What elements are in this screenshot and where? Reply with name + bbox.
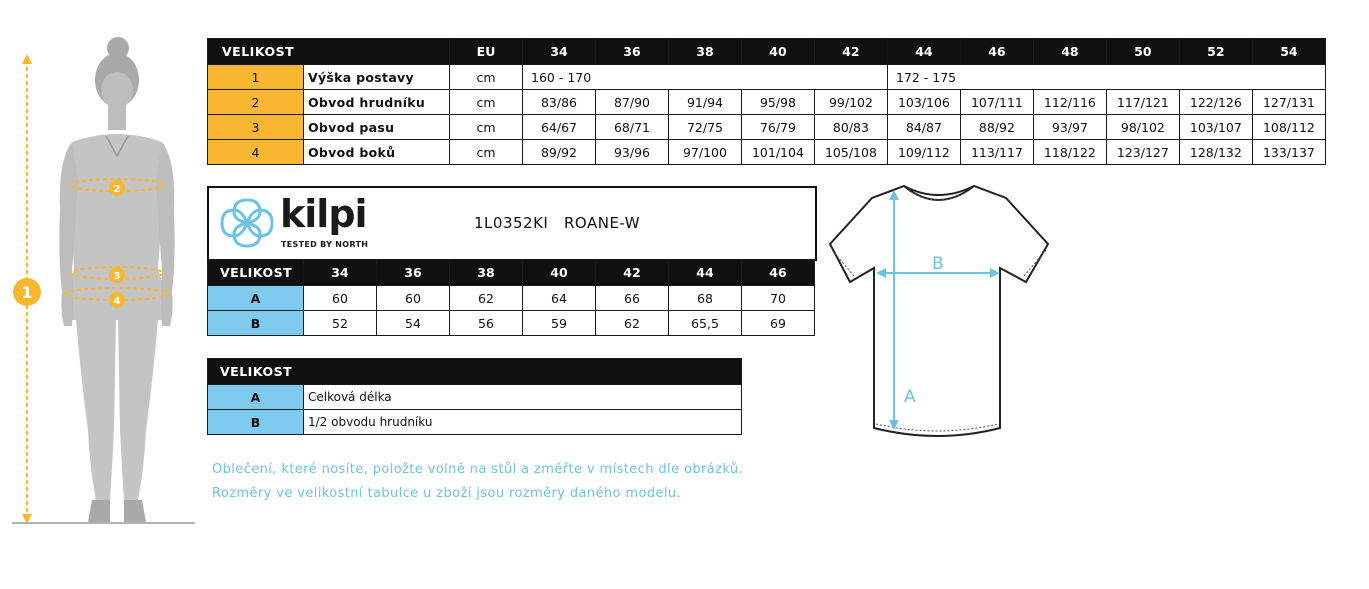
row-label: A: [208, 286, 304, 311]
cell: 128/132: [1179, 140, 1252, 165]
cell: 66: [596, 286, 669, 311]
table-row: [208, 90, 1326, 115]
cell: 89/92: [523, 140, 596, 165]
kilpi-logo-icon: [216, 194, 278, 252]
cell: 87/90: [596, 90, 669, 115]
row-name: Výška postavy: [304, 65, 450, 90]
row-name: Obvod hrudníku: [304, 90, 450, 115]
size-col: 36: [377, 260, 450, 286]
cell: 64: [523, 286, 596, 311]
cell: 103/107: [1179, 115, 1252, 140]
marker-2-label: 2: [113, 184, 121, 195]
size-col: 38: [668, 39, 741, 65]
size-col: 46: [742, 260, 815, 286]
table-row: [208, 311, 815, 336]
product-table-header: [208, 260, 815, 286]
row-label: B: [208, 311, 304, 336]
cell: 117/121: [1106, 90, 1179, 115]
cell: 62: [596, 311, 669, 336]
size-col: 34: [523, 39, 596, 65]
cell: 64/67: [523, 115, 596, 140]
size-col: 42: [596, 260, 669, 286]
height-range-a: 160 - 170: [523, 65, 888, 90]
cell: 69: [742, 311, 815, 336]
cell: 80/83: [814, 115, 887, 140]
cell: 91/94: [668, 90, 741, 115]
measure-b-label: B: [932, 254, 944, 274]
cell: 112/116: [1033, 90, 1106, 115]
cell: 118/122: [1033, 140, 1106, 165]
size-col: 46: [960, 39, 1033, 65]
cell: 84/87: [887, 115, 960, 140]
table-row: [208, 286, 815, 311]
cell: 83/86: [523, 90, 596, 115]
cell: 56: [450, 311, 523, 336]
legend-text: 1/2 obvodu hrudníku: [304, 410, 742, 435]
row-name: Obvod boků: [304, 140, 450, 165]
tshirt-outline: [830, 186, 1048, 436]
cell: 60: [304, 286, 377, 311]
size-col: 44: [669, 260, 742, 286]
cell: 54: [377, 311, 450, 336]
table-row: [208, 410, 742, 435]
product-size-table: [207, 259, 815, 336]
cell: 101/104: [741, 140, 814, 165]
cell: 93/96: [596, 140, 669, 165]
cell: 59: [523, 311, 596, 336]
cell: 103/106: [887, 90, 960, 115]
cell: 105/108: [814, 140, 887, 165]
size-col: 42: [814, 39, 887, 65]
row-unit: cm: [450, 115, 523, 140]
size-col: 48: [1033, 39, 1106, 65]
marker-4-label: 4: [113, 296, 121, 307]
cell: 70: [742, 286, 815, 311]
marker-1-label: 1: [21, 283, 33, 302]
tshirt-diagram: [828, 182, 1053, 444]
row-number: 2: [208, 90, 304, 115]
legend-size-label: VELIKOST: [208, 359, 742, 385]
row-label: B: [208, 410, 304, 435]
size-col: 52: [1179, 39, 1252, 65]
table-row: [208, 65, 1326, 90]
cell: 123/127: [1106, 140, 1179, 165]
height-range-b: 172 - 175: [887, 65, 1325, 90]
row-unit: cm: [450, 65, 523, 90]
legend-table: [207, 358, 742, 435]
cell: 65,5: [669, 311, 742, 336]
arrow-up-icon: [22, 54, 32, 64]
cell: 76/79: [741, 115, 814, 140]
eu-label: EU: [450, 39, 523, 65]
row-number: 1: [208, 65, 304, 90]
table-row: [208, 140, 1326, 165]
row-unit: cm: [450, 90, 523, 115]
legend-text: Celková délka: [304, 385, 742, 410]
product-size-label: VELIKOST: [208, 260, 304, 286]
note-line-1: Oblečení, které nosíte, položte volně na stůl a změřte v místech dle obrázků.: [212, 462, 744, 477]
cell: 107/111: [960, 90, 1033, 115]
size-col: 44: [887, 39, 960, 65]
table-row: [208, 115, 1326, 140]
size-col: 54: [1252, 39, 1325, 65]
cell: 52: [304, 311, 377, 336]
left-leg: [76, 318, 116, 500]
cell: 68/71: [596, 115, 669, 140]
size-col: 38: [450, 260, 523, 286]
size-col: 34: [304, 260, 377, 286]
row-name: Obvod pasu: [304, 115, 450, 140]
row-unit: cm: [450, 140, 523, 165]
row-label: A: [208, 385, 304, 410]
cell: 113/117: [960, 140, 1033, 165]
size-col: 40: [523, 260, 596, 286]
cell: 88/92: [960, 115, 1033, 140]
brand-tagline: TESTED BY NORTH: [281, 240, 369, 249]
cell: 97/100: [668, 140, 741, 165]
cell: 95/98: [741, 90, 814, 115]
size-col: 36: [596, 39, 669, 65]
size-table-header: [208, 39, 1326, 65]
cell: 93/97: [1033, 115, 1106, 140]
legend-header: [208, 359, 742, 385]
size-col: 50: [1106, 39, 1179, 65]
cell: 133/137: [1252, 140, 1325, 165]
body-figure: [0, 30, 205, 530]
product-code: 1L0352KI: [474, 214, 549, 232]
cell: 62: [450, 286, 523, 311]
marker-3-label: 3: [113, 271, 121, 282]
row-number: 4: [208, 140, 304, 165]
cell: 99/102: [814, 90, 887, 115]
table-row: [208, 385, 742, 410]
cell: 68: [669, 286, 742, 311]
cell: 108/112: [1252, 115, 1325, 140]
size-table: [207, 38, 1326, 165]
brand-name: kilpi: [280, 192, 367, 236]
row-number: 3: [208, 115, 304, 140]
size-header-label: VELIKOST: [208, 39, 450, 65]
measure-a-label: A: [904, 387, 916, 407]
cell: 60: [377, 286, 450, 311]
cell: 122/126: [1179, 90, 1252, 115]
size-col: 40: [741, 39, 814, 65]
product-model: ROANE-W: [564, 214, 641, 232]
right-leg: [118, 318, 158, 500]
cell: 127/131: [1252, 90, 1325, 115]
cell: 98/102: [1106, 115, 1179, 140]
note-line-2: Rozměry ve velikostní tabulce u zboží jsou rozměry daného modelu.: [212, 486, 682, 501]
cell: 109/112: [887, 140, 960, 165]
cell: 72/75: [668, 115, 741, 140]
